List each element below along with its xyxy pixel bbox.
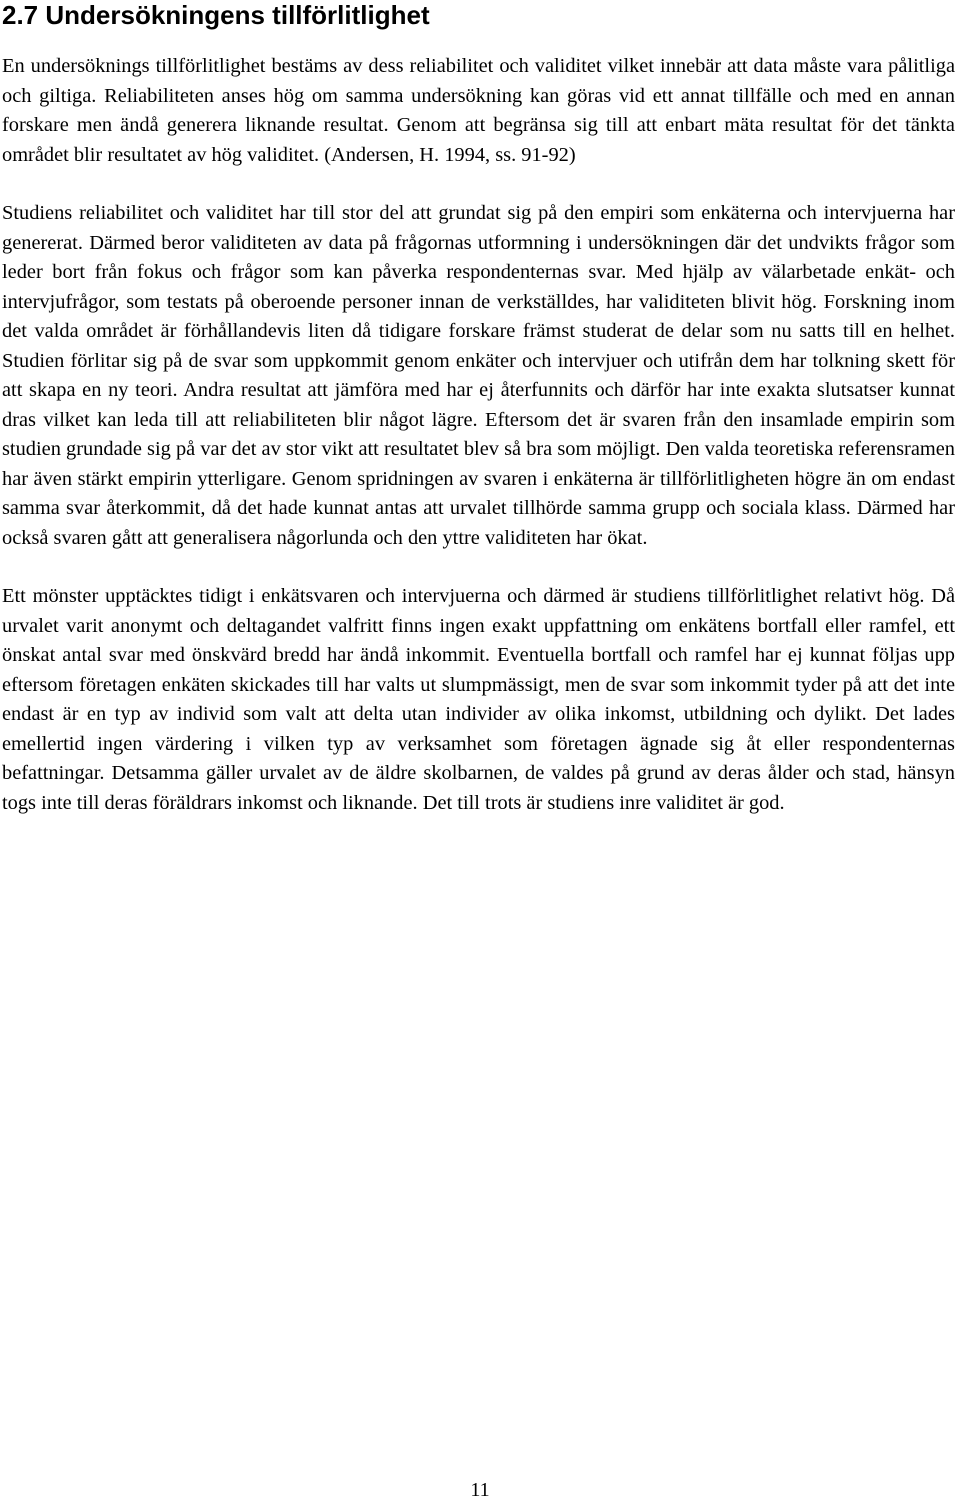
paragraph-study-validity: Studiens reliabilitet och validitet har till stor del att grundat sig på den empiri som enkäterna och intervjuerna har genererat. Därmed beror validiteten av data på frågornas utformning i undersökningen där det undvikts frågor som leder bort från fokus och frågor som kan påverka respondenternas svar. Med hjälp av välarbetade enkät- och intervjufrågor, som testats på oberoende personer innan de verkställdes, har validiteten blivit hög. Forskning inom det valda området är förhållandevis liten då tidigare forskare främst studerat de delar som nu satts till en helhet. Studien förlitar sig på de svar som uppkommit genom enkäter och intervjuer och utifrån dem har tolkning skett för att skapa en ny teori. Andra resultat att jämföra med har ej återfunnits och därför har inte exakta slutsatser kunnat dras vilket kan leda till att reliabiliteten blir något lägre. Eftersom det är svaren från den insamlade empirin som studien grundade sig på var det av stor vikt att resultatet blev så bra som möjligt. Den valda teoretiska referensramen har även stärkt empirin ytterligare. Genom spridningen av svaren i enkäterna är tillförlitligheten högre än om endast samma svar återkommit, då det hade kunnat antas att urvalet tillhörde samma grupp och sociala klass. Därmed har också svaren gått att generalisera någorlunda och den yttre validiteten har ökat. bbox=[2, 202, 955, 549]
page-number: 11 bbox=[470, 1479, 490, 1501]
paragraph-reliability-definition: En undersöknings tillförlitlighet bestäms av dess reliabilitet och validitet vilket innebär att data måste vara pålitliga och giltiga. Reliabiliteten anses hög om samma undersökning kan göras vid ett annat tillfälle och med en annan forskare men ändå generera liknande resultat. Genom att begränsa sig till att enbart mäta resultat för det tänkta området blir resultatet av hög validitet. (Andersen, H. 1994, ss. 91-92) bbox=[2, 55, 955, 166]
paragraph-study-trustworthiness: Ett mönster upptäcktes tidigt i enkätsvaren och intervjuerna och därmed är studiens tillförlitlighet relativt hög. Då urvalet varit anonymt och deltagandet valfritt finns ingen exakt uppfattning om enkätens bortfall eller ramfel, ett önskat antal svar med önskvärd bredd har ändå inkommit. Eventuella bortfall och ramfel har ej kunnat följas upp eftersom företagen enkäten skickades till har valts ut slumpmässigt, men de svar som inkommit tyder på att det inte endast är en typ av individ som valt att delta utan individer av olika inkomst, utbildning och dylikt. Det lades emellertid ingen värdering i vilken typ av verksamhet som företagen ägnade sig åt eller respondenternas befattningar. Detsamma gäller urvalet av de äldre skolbarnen, de valdes på grund av deras ålder och stad, hänsyn togs inte till deras föräldrars inkomst och liknande. Det till trots är studiens inre validitet är god. bbox=[2, 585, 955, 814]
section-heading: 2.7 Undersökningens tillförlitlighet bbox=[2, 0, 430, 30]
